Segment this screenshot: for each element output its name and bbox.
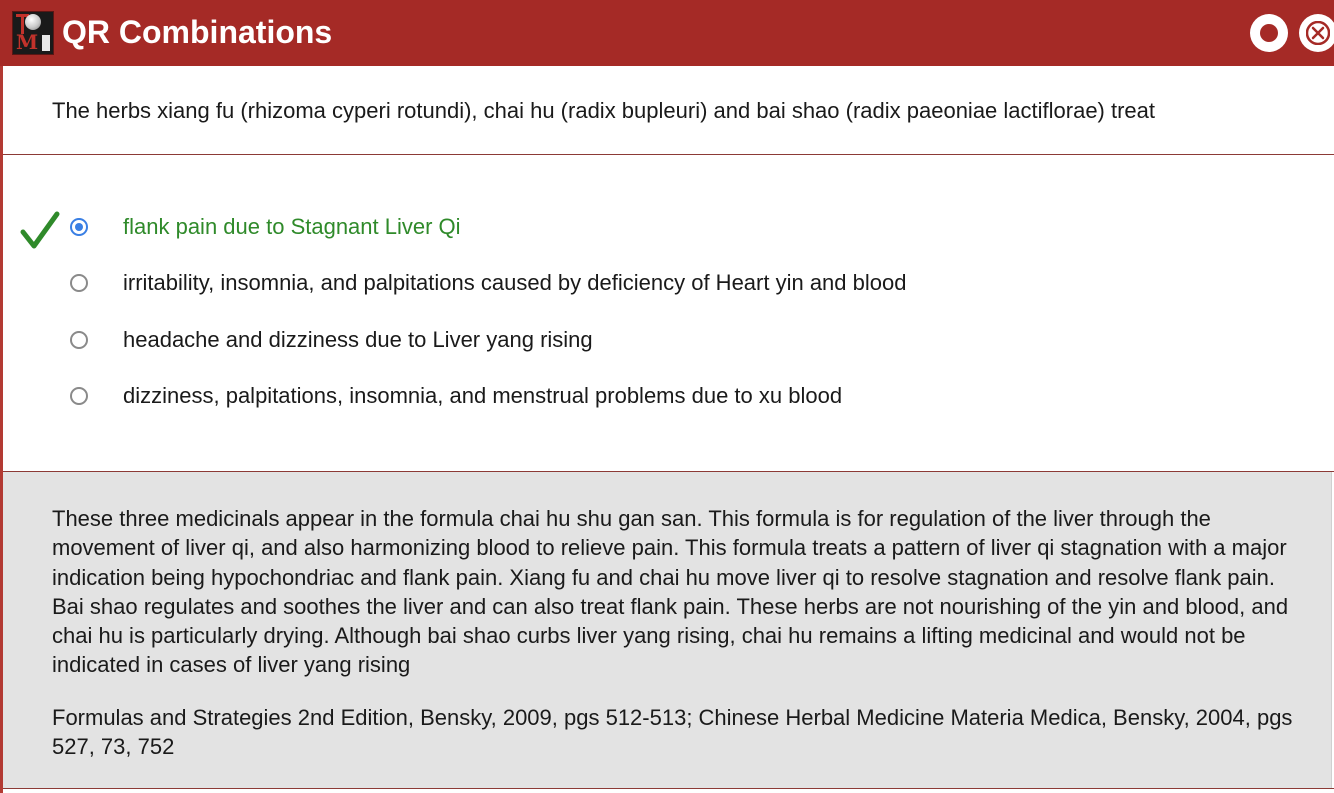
close-icon xyxy=(1306,21,1330,45)
answer-option-1[interactable] xyxy=(0,203,1334,251)
question-text: The herbs xiang fu (rhizoma cyperi rotundi), chai hu (radix bupleuri) and bai shao (radix paeoniae lactiflorae) treat xyxy=(52,98,1156,123)
record-icon xyxy=(1260,24,1278,42)
answer-option-2[interactable] xyxy=(0,259,1334,307)
explanation-panel xyxy=(3,472,1332,788)
explanation-text: These three medicinals appear in the formula chai hu shu gan san. This formula is for regulation of the liver through the movement of liver qi, and also harmonizing blood to relieve pain. This formula treats a pattern of liver qi stagnation with a major indication being hypochondriac and flank pain. Xiang fu and chai hu move liver qi to resolve stagnation and resolve flank pain. Bai shao regulates and soothes the liver and can also treat flank pain. These herbs are not nourishing of the yin and blood, and chai hu is particularly drying. Although bai shao curbs liver yang rising, chai hu remains a lifting medicinal and would not be indicated in cases of liver yang rising xyxy=(52,506,1289,678)
close-button[interactable] xyxy=(1299,14,1334,52)
window-title: QR Combinations xyxy=(62,14,333,50)
radio-button[interactable] xyxy=(70,274,88,292)
tcm-logo-icon: M xyxy=(12,11,54,55)
record-button[interactable] xyxy=(1250,14,1288,52)
radio-button-selected[interactable] xyxy=(70,218,88,236)
divider xyxy=(3,154,1334,155)
answer-option-label[interactable]: irritability, insomnia, and palpitations caused by deficiency of Heart yin and blood xyxy=(123,270,907,295)
divider xyxy=(3,788,1334,789)
reference-citation: Formulas and Strategies 2nd Edition, Bensky, 2009, pgs 512-513; Chinese Herbal Medicine Materia Medica, Bensky, 2004, pgs 527, 73, 752 xyxy=(52,705,1293,760)
answer-option-label[interactable]: headache and dizziness due to Liver yang rising xyxy=(123,327,593,352)
answer-option-label[interactable]: flank pain due to Stagnant Liver Qi xyxy=(123,214,461,239)
radio-button[interactable] xyxy=(70,331,88,349)
answer-option-3[interactable] xyxy=(0,316,1334,364)
answer-option-label[interactable]: dizziness, palpitations, insomnia, and menstrual problems due to xu blood xyxy=(123,383,843,408)
radio-button[interactable] xyxy=(70,387,88,405)
answer-option-4[interactable] xyxy=(0,372,1334,420)
title-bar xyxy=(0,0,1334,66)
